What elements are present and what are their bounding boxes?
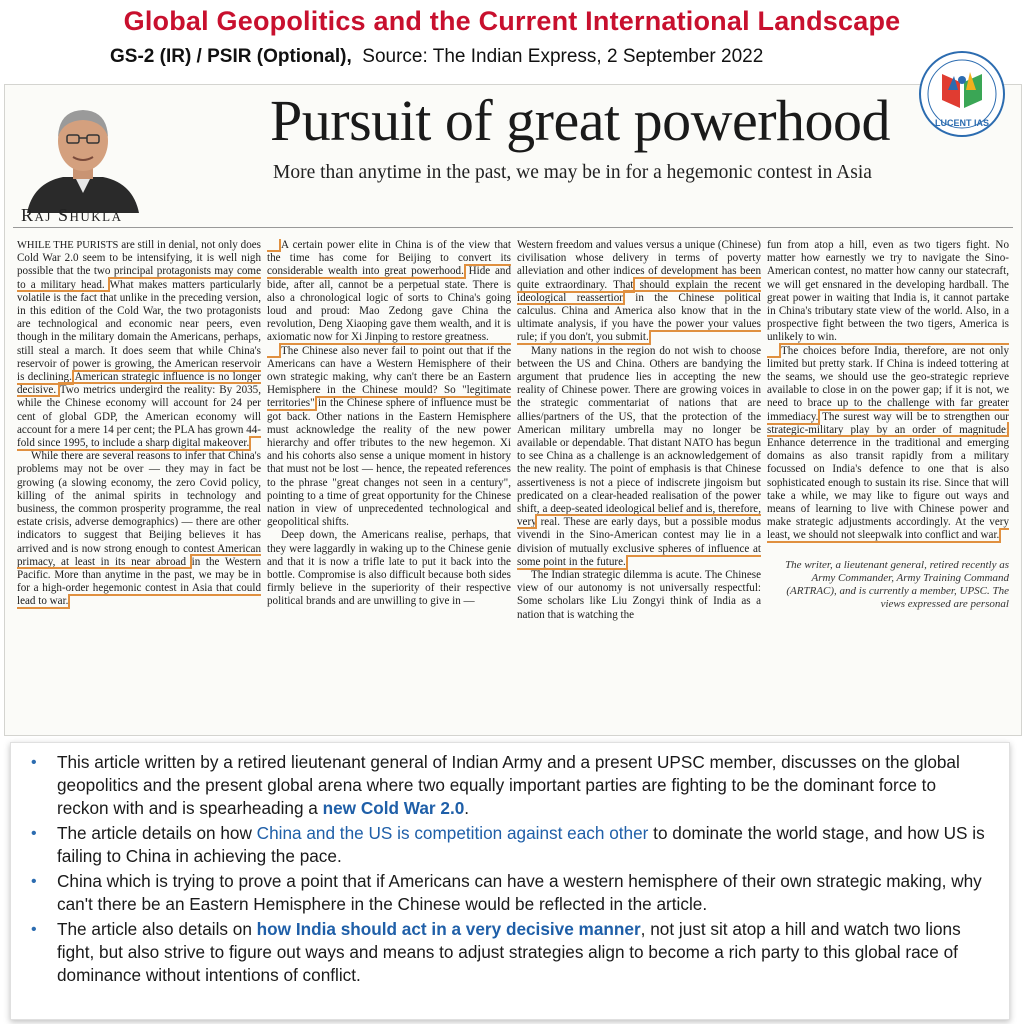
summary-bullet xyxy=(31,822,989,868)
highlighted-text: Two metrics undergird the reality: By 2035, while the Chinese economy will account for 24 per cent of global GDP, the American economy will account for a mere 14 per cent; the PLA has grown 44-fold since 1995, to include a sharp digital makeover. xyxy=(17,384,261,450)
highlighted-text: Enhance deterrence in the traditional and emerging domains as also transit rapidly from a military focussed on India's defence to one that is also sophisticated enough to sustain its rise. Since that will take a while, we may like to figure out ways and means of learning to live with Chinese power and make strategic adjustments accordingly. At the very least, we should not sleepwalk into conflict and war. xyxy=(767,437,1009,542)
text: The article details on how xyxy=(57,823,257,843)
paper-tag: GS-2 (IR) / PSIR (Optional), xyxy=(110,46,352,67)
paragraph xyxy=(267,345,511,530)
highlighted-text: in the Western Pacific. More than anytime in the past, we may be in for a high-order hegemonic contest in Asia that could lead to war. xyxy=(17,555,261,608)
author-bio: The writer, a lieutenant general, retired recently as Army Commander, Army Training Command (ARTRAC), and is currently a member, UPSC. The views expressed are personal xyxy=(785,558,1009,610)
paragraph xyxy=(17,239,261,450)
bullet-icon: • xyxy=(31,921,37,938)
text: The article also details on xyxy=(57,919,257,939)
highlighted-text: Western freedom and values versus a unique (Chinese) civilisation whose delivery in terms of poverty alleviation and other indices of development has been quite extraordinary. That xyxy=(517,239,761,291)
emphasis: how India should act in a very decisive manner xyxy=(256,919,641,939)
paragraph xyxy=(267,239,511,345)
author-name: Raj Shukla xyxy=(21,205,123,225)
highlighted-text: The Chinese also never fail to point out that if the Americans can have a Western Hemisphere of their own strategic making, why can't there be an Eastern Hemisphere in the Chinese mould? So "legitimate territories" xyxy=(267,344,511,410)
text: American strategic influence is no longer decisive. xyxy=(17,371,261,397)
divider xyxy=(13,227,1013,228)
paragraph xyxy=(517,345,761,569)
text: . xyxy=(464,798,470,818)
summary-box xyxy=(10,742,1010,1020)
text: , not just sit atop a hill and watch two lions fight, but also strive to figure out ways and means to adjust strategies align to become a rich party to this global race of dominance without intentions of conflict. xyxy=(57,919,961,985)
article-column-1 xyxy=(17,239,261,735)
lucent-ias-logo xyxy=(918,50,1006,138)
text: should explain the recent ideological reassertion xyxy=(517,278,761,304)
paragraph xyxy=(767,239,1009,345)
bullet-icon: • xyxy=(31,873,37,890)
article-column-3 xyxy=(517,239,761,735)
paragraph xyxy=(267,529,511,608)
text: are still in denial, not only does Cold War 2.0 seem to be intensifying, it is well nigh possible that the two principal protagonists may come to a military head. xyxy=(17,239,261,291)
text: in the Chinese sphere of influence must be got back. Other nations in the Eastern Hemisphere must acknowledge the reality of the new power hierarchy and offer tributes to the new hegemon. Xi and his cohorts also sense a unique moment in history that must not be lost — hence, the repeated references to the phrase "great changes not seen in a century", pointing to a time of great opportunity for the Chinese nation in view of unprecedented technological and geopolitical shifts. xyxy=(267,397,511,529)
highlighted-text: in the Chinese political calculus. China and America also know that in the ultimate analysis, if you have the power your values rule; if you don't, you submit. xyxy=(517,291,761,344)
headline: Pursuit of great powerhood xyxy=(270,88,891,153)
highlighted-text: real. These are early days, but a possible modus vivendi in the Sino-American contest may lie in a division of mutually exclusive spheres of influence at some point in the future. xyxy=(517,516,761,568)
logo-text: LUCENT IAS xyxy=(935,118,989,128)
summary-bullet xyxy=(31,918,989,987)
summary-list xyxy=(11,743,1009,987)
text: Hide and bide, after all, cannot be a perpetual state. There is also a chronological logic of sorts to China's going loud and proud: Mao Zedong gave China the revolution, Deng Xiaoping gave them wealth, and it is axiomatic now for Xi Jinping to restore greatness. xyxy=(267,265,511,344)
paragraph xyxy=(517,239,761,345)
text: This article written by a retired lieutenant general of Indian Army and a present UPSC member, discusses on the global geopolitics and the present global arena where two equally important parties are fighting to be the dominant force to reckon with and is spearheading a xyxy=(57,752,960,818)
emphasis: new Cold War 2.0 xyxy=(322,798,465,818)
text: Deep down, the Americans realise, perhaps, that they were laggardly in waking up to the Chinese genie and that it is now a trifle late to put it back into the bottle. Compromise is also difficult because both sides firmly believe in the superiority of their respective political brands and are unwilling to give in — xyxy=(267,529,511,608)
source-text: Source: The Indian Express, 2 September 2022 xyxy=(362,46,764,67)
author-photo xyxy=(19,97,147,213)
text: fun from atop a hill, even as two tigers fight. No matter how earnestly we try to navigate the Sino-American contest, no matter how canny our statecraft, we will get ensnared in the developing hardball. The great power in waiting that India is, it cannot partake in China's tributary state view of the world. Also, in a prospective fight between the two tigers, America is unlikely to win. xyxy=(767,239,1009,344)
text: Many nations in the region do not wish to choose between the US and China. Others are bandying the argument that prudence lies in accepting the new reality of Chinese power. There are growing voices in the strategic commentariat of nations that are allies/partners of the US, that the protection of the American military umbrella may no longer be available or dependable. That distant NATO has begun to see China as a challenge is an acknowledgement of the new reality. The point of emphasis is that Chinese assertiveness is not a piece of indiscrete jingoism but predicated on a clear-headed realisation of the power shift, a deep-seated ideological belief and is, therefore, very xyxy=(517,344,761,529)
summary-bullet xyxy=(31,870,989,916)
page-title: Global Geopolitics and the Current International Landscape xyxy=(123,6,901,36)
summary-bullet xyxy=(31,751,989,820)
bullet-icon: • xyxy=(31,754,37,771)
emphasis: China and the US is competition against each other xyxy=(256,823,649,843)
article-column-4 xyxy=(767,239,1009,735)
paragraph xyxy=(517,569,761,622)
paragraph xyxy=(767,345,1009,543)
text: to dominate the world stage, and how US is failing to China in achieving the pace. xyxy=(57,823,985,866)
text: While there are several reasons to infer that China's problems may not be over — they may in fact be growing (a slowing economy, the zero Covid policy, killing of the animal spirits in technology and business, the common prosperity programme, the real estate crisis, adverse demographics) — there are other indicators to suggest that Beijing believes it has arrived and is now strong enough to contest American primacy, at least in its near abroad xyxy=(17,450,261,568)
header-bar xyxy=(0,0,1024,82)
text: The surest way will be to strengthen our strategic-military play by an order of magnitude: xyxy=(767,410,1009,436)
highlighted-text: The choices before India, therefore, are not only limited but pretty stark. If China is indeed tottering at the seams, we should use the geo-strategic reprieve available to close in on the power gap; if it is not, we need to brace up to the challenge with far greater immediacy. xyxy=(767,344,1009,423)
source-line xyxy=(110,46,763,68)
highlighted-text: A certain power elite in China is of the view that the time has come for Beijing to convert its considerable wealth into great powerhood. xyxy=(267,239,511,278)
bullet-icon: • xyxy=(31,825,37,842)
text: The Indian strategic dilemma is acute. The Chinese view of our autonomy is not universally respectful: Some scholars like Liu Zongyi think of India as a nation that is watching the xyxy=(517,569,761,621)
text: China which is trying to prove a point that if Americans can have a western hemisphere of their own strategic making, why can't there be an Eastern Hemisphere in the Chinese would be reflected in the article. xyxy=(57,871,982,914)
lead-caps: WHILE THE PURISTS xyxy=(17,240,119,251)
paragraph xyxy=(17,450,261,608)
article-column-2 xyxy=(267,239,511,735)
highlighted-text: What makes matters particularly volatile is the fact that unlike in the preceding version, in this edition of the Cold War, the two protagonists are technological and economic near peers, even though in the military domain the Americans, perhaps, still steal a march. It does seem that while China's reservoir of power is growing, the American reservoir is declining. xyxy=(17,278,261,384)
newspaper-article xyxy=(4,84,1022,736)
deck: More than anytime in the past, we may be in for a hegemonic contest in Asia xyxy=(273,162,872,183)
